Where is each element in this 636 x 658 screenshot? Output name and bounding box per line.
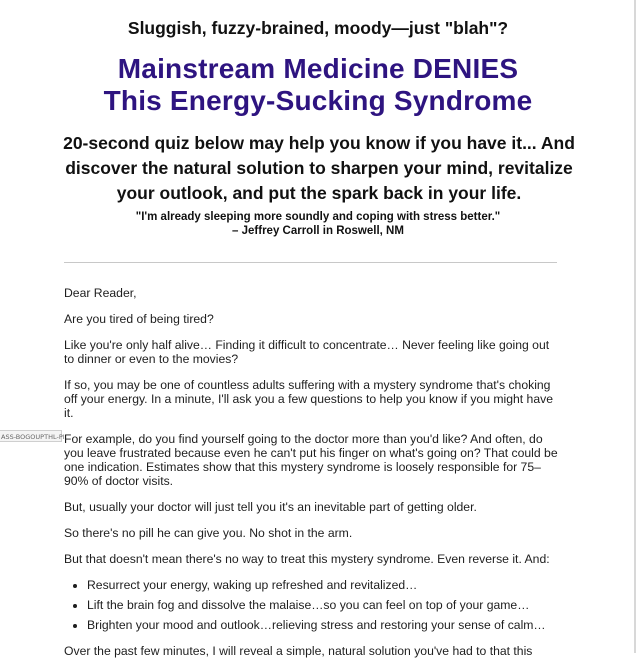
subheadline: 20-second quiz below may help you know if you have it... And discover the natural solution to sharpen your mind, revitalize your outlook, and put the spark back in your life. (63, 133, 575, 203)
sales-letter (64, 286, 559, 638)
letter-paragraph: If so, you may be one of countless adults suffering with a mystery syndrome that's choking off your energy. In a minute, I'll ask you a few questions to help you know if you might have it. (64, 378, 553, 420)
benefit-item: • Resurrect your energy, waking up refreshed and revitalized… (87, 578, 559, 592)
benefit-item: • Brighten your mood and outlook…relieving stress and restoring your sense of calm… (87, 618, 559, 632)
headline-line-2: This Energy-Sucking Syndrome (103, 85, 533, 116)
letter-paragraph: So there's no pill he can give you. No shot in the arm. (64, 526, 353, 540)
testimonial-quote: "I'm already sleeping more soundly and coping with stress better." (135, 211, 501, 223)
side-tab[interactable]: ASS-BOGOUPTHL-PI (0, 430, 62, 442)
benefit-item: • Lift the brain fog and dissolve the malaise…so you can feel on top of your game… (87, 598, 559, 612)
headline-line-1: Mainstream Medicine DENIES (117, 53, 519, 84)
pre-headline: Sluggish, fuzzy-brained, moody—just "blah"? (127, 18, 509, 38)
letter-paragraph: Like you're only half alive… Finding it difficult to concentrate… Never feeling like going out to dinner or even to the movies? (64, 338, 550, 366)
benefit-list (64, 578, 559, 632)
letter-paragraph: But, usually your doctor will just tell you it's an inevitable part of getting older. (64, 500, 477, 514)
letter-paragraph: Are you tired of being tired? (64, 312, 214, 326)
cutoff-paragraph (64, 644, 544, 658)
letter-paragraph: For example, do you find yourself going to the doctor more than you'd like? And often, do you leave frustrated because even he can't put his finger on what's going on? That could be one indication. Estimates show that this mystery syndrome is loosely responsible for 75–90% of doctor visits. (64, 432, 558, 488)
letter-greeting: Dear Reader, (64, 286, 137, 300)
main-headline (0, 53, 636, 117)
section-divider (64, 262, 557, 263)
testimonial (0, 210, 636, 238)
letter-paragraph: But that doesn't mean there's no way to treat this mystery syndrome. Even reverse it. And: (64, 552, 550, 566)
testimonial-author: – Jeffrey Carroll in Roswell, NM (232, 225, 404, 237)
cutoff-text: Over the past few minutes, I will reveal a simple, natural solution you've had to that this (64, 644, 533, 658)
